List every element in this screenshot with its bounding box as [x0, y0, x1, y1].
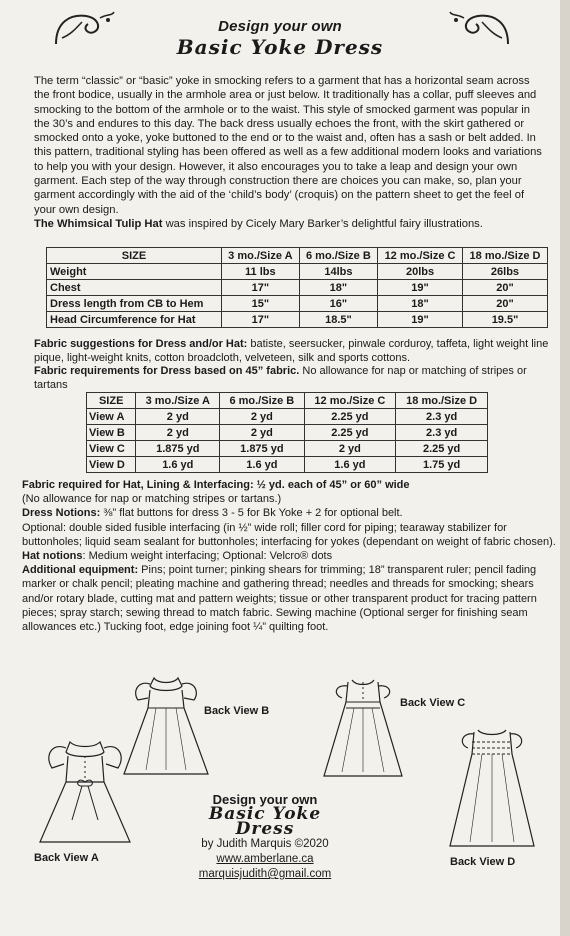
- table-cell: 11 lbs: [221, 264, 299, 280]
- size-table-header: 12 mo./Size C: [378, 248, 463, 264]
- yardage-table-header: 18 mo./Size D: [396, 393, 488, 409]
- hat-notions-label: Hat notions: [22, 550, 83, 563]
- row-label: Weight: [47, 264, 222, 280]
- table-cell: 2 yd: [136, 409, 220, 425]
- hat-inspiration-text: was inspired by Cicely Mary Barker’s delightful fairy illustrations.: [162, 217, 483, 230]
- size-table-header: 3 mo./Size A: [221, 248, 299, 264]
- hat-fabric-label: Fabric required for Hat, Lining & Interfacing: ½ yd. each of 45” or 60” wide: [22, 479, 410, 491]
- website-link[interactable]: www.amberlane.ca: [216, 853, 314, 865]
- table-cell: 19": [378, 312, 463, 328]
- hat-inspiration-bold: The Whimsical Tulip Hat: [34, 217, 163, 230]
- table-cell: 1.6 yd: [220, 457, 304, 473]
- table-cell: 2 yd: [220, 425, 304, 441]
- table-row: [87, 441, 488, 457]
- table-cell: 2.25 yd: [304, 409, 396, 425]
- page-header: [0, 18, 560, 59]
- table-cell: 1.875 yd: [136, 441, 220, 457]
- fabric-suggestions-text: batiste, seersucker, pinwale corduroy, taffeta, light weight line pique, light-weight knits, cotton broadcloth, velveteen, silk and sports cottons.: [34, 338, 549, 364]
- size-table-header: 6 mo./Size B: [299, 248, 377, 264]
- table-cell: 1.75 yd: [396, 457, 488, 473]
- row-label: Dress length from CB to Hem: [47, 296, 222, 312]
- table-cell: 26lbs: [463, 264, 548, 280]
- credit-title: Design your own: [212, 792, 318, 807]
- credit-author: by Judith Marquis ©2020: [201, 838, 329, 850]
- header-title: Design your own: [218, 18, 342, 35]
- table-row: [87, 457, 488, 473]
- yardage-table-header: SIZE: [87, 393, 136, 409]
- table-cell: 18": [299, 280, 377, 296]
- size-table: [46, 247, 548, 328]
- back-view-b-caption: Back View B: [204, 705, 270, 717]
- optional-notions-text: Optional: double sided fusible interfacing (in ½” wide roll; filler cord for piping; tearaway stabilizer for buttonholes; liquid seam sealant for buttonholes; interfacing for yokes (dependant on weight of fabric chosen).: [22, 521, 556, 548]
- back-view-a-caption: Back View A: [34, 852, 99, 864]
- intro-text: [34, 74, 544, 231]
- credit-script-title: Basic Yoke Dress: [208, 804, 322, 839]
- notions-section: [22, 478, 560, 634]
- fabric-suggestions-label: Fabric suggestions for Dress and/or Hat:: [34, 338, 248, 350]
- fabric-section: [34, 338, 554, 392]
- table-cell: 20lbs: [378, 264, 463, 280]
- dress-illustration-back-c: [318, 672, 408, 782]
- table-row: [47, 312, 548, 328]
- yardage-table-header: 6 mo./Size B: [220, 393, 304, 409]
- table-cell: 16": [299, 296, 377, 312]
- row-label: View C: [87, 441, 136, 457]
- table-cell: 1.6 yd: [136, 457, 220, 473]
- row-label: Chest: [47, 280, 222, 296]
- row-label: Head Circumference for Hat: [47, 312, 222, 328]
- equipment-text: Pins; point turner; pinking shears for trimming; 18” transparent ruler; pencil fading marker or chalk pencil; pleating machine and gathering thread; needles and threads for smocking; shears and/or rotary blade, cutting mat and pattern weights; tissue or other transparent product for tracing pattern pieces; spray starch; sewing thread to match fabric. Sewing machine (Optional serger for finishing seam allowances etc.) Tucking foot, edge joining foot ¼” quilting foot.: [22, 564, 537, 634]
- dress-notions-label: Dress Notions:: [22, 507, 101, 520]
- table-cell: 2.3 yd: [396, 425, 488, 441]
- table-cell: 2 yd: [136, 425, 220, 441]
- table-cell: 2 yd: [304, 441, 396, 457]
- table-cell: 1.6 yd: [304, 457, 396, 473]
- fabric-requirements-text: No allowance for nap or matching of stripes or tartans: [34, 365, 527, 391]
- table-cell: 18": [378, 296, 463, 312]
- fabric-requirements-label: Fabric requirements for Dress based on 45” fabric.: [34, 365, 300, 377]
- row-label: View A: [87, 409, 136, 425]
- table-row: [47, 296, 548, 312]
- table-cell: 20": [463, 280, 548, 296]
- table-row: [87, 425, 488, 441]
- table-row: [47, 280, 548, 296]
- back-view-d-caption: Back View D: [450, 856, 516, 868]
- size-table-header: 18 mo./Size D: [463, 248, 548, 264]
- back-view-c-caption: Back View C: [400, 697, 466, 709]
- dress-illustration-back-d: [442, 722, 542, 852]
- background-edge: [560, 0, 570, 936]
- email-link[interactable]: marquisjudith@gmail.com: [198, 868, 332, 880]
- table-cell: 20": [463, 296, 548, 312]
- table-cell: 14lbs: [299, 264, 377, 280]
- dress-notions-text: ⅜” flat buttons for dress 3 - 5 for Bk Yoke + 2 for optional belt.: [100, 507, 403, 520]
- hat-notions-text: : Medium weight interfacing; Optional: Velcro® dots: [82, 550, 333, 563]
- table-cell: 19.5": [463, 312, 548, 328]
- table-cell: 17": [221, 280, 299, 296]
- row-label: View B: [87, 425, 136, 441]
- table-cell: 2.25 yd: [304, 425, 396, 441]
- table-cell: 15": [221, 296, 299, 312]
- table-cell: 2.3 yd: [396, 409, 488, 425]
- yardage-table: [86, 392, 488, 473]
- hat-fabric-note: (No allowance for nap or matching stripes or tartans.): [22, 493, 282, 506]
- table-cell: 1.875 yd: [220, 441, 304, 457]
- table-cell: 19": [378, 280, 463, 296]
- yardage-table-header: 3 mo./Size A: [136, 393, 220, 409]
- intro-paragraph: The term “classic” or “basic” yoke in smocking refers to a garment that has a horizontal seam across the front bodice, usually in the armhole area or just below. It traditionally has a collar, puff sleeves and smocking to the bottom of the armhole or to the waist. This style of smocked garment was popular in the 30’s and endures to this day. The back dress usually echoes the front, with the skirt gathered or smocked onto a yoke, yoke buttoned to the end or to the waist and, often has a sash or belt added. In this pattern, traditional styling has been offered as well as a few additional modern looks and variations to help you with your design. However, it also encourages you to take a leap and design your own garment. Each step of the way through construction there are choices you can make, so, plan your garment accordingly with the aid of the ‘child’s body’ (croquis) on the pattern sheet to get the feel of your own design.: [34, 75, 542, 216]
- credit-block: [180, 792, 350, 882]
- table-row: [87, 409, 488, 425]
- size-table-header: SIZE: [47, 248, 222, 264]
- table-cell: 18.5": [299, 312, 377, 328]
- table-cell: 2 yd: [220, 409, 304, 425]
- table-cell: 2.25 yd: [396, 441, 488, 457]
- table-row: [47, 264, 548, 280]
- yardage-table-header: 12 mo./Size C: [304, 393, 396, 409]
- table-cell: 17": [221, 312, 299, 328]
- header-script-title: Basic Yoke Dress: [176, 35, 384, 59]
- equipment-label: Additional equipment:: [22, 564, 139, 577]
- row-label: View D: [87, 457, 136, 473]
- dress-illustration-back-b: [116, 670, 216, 780]
